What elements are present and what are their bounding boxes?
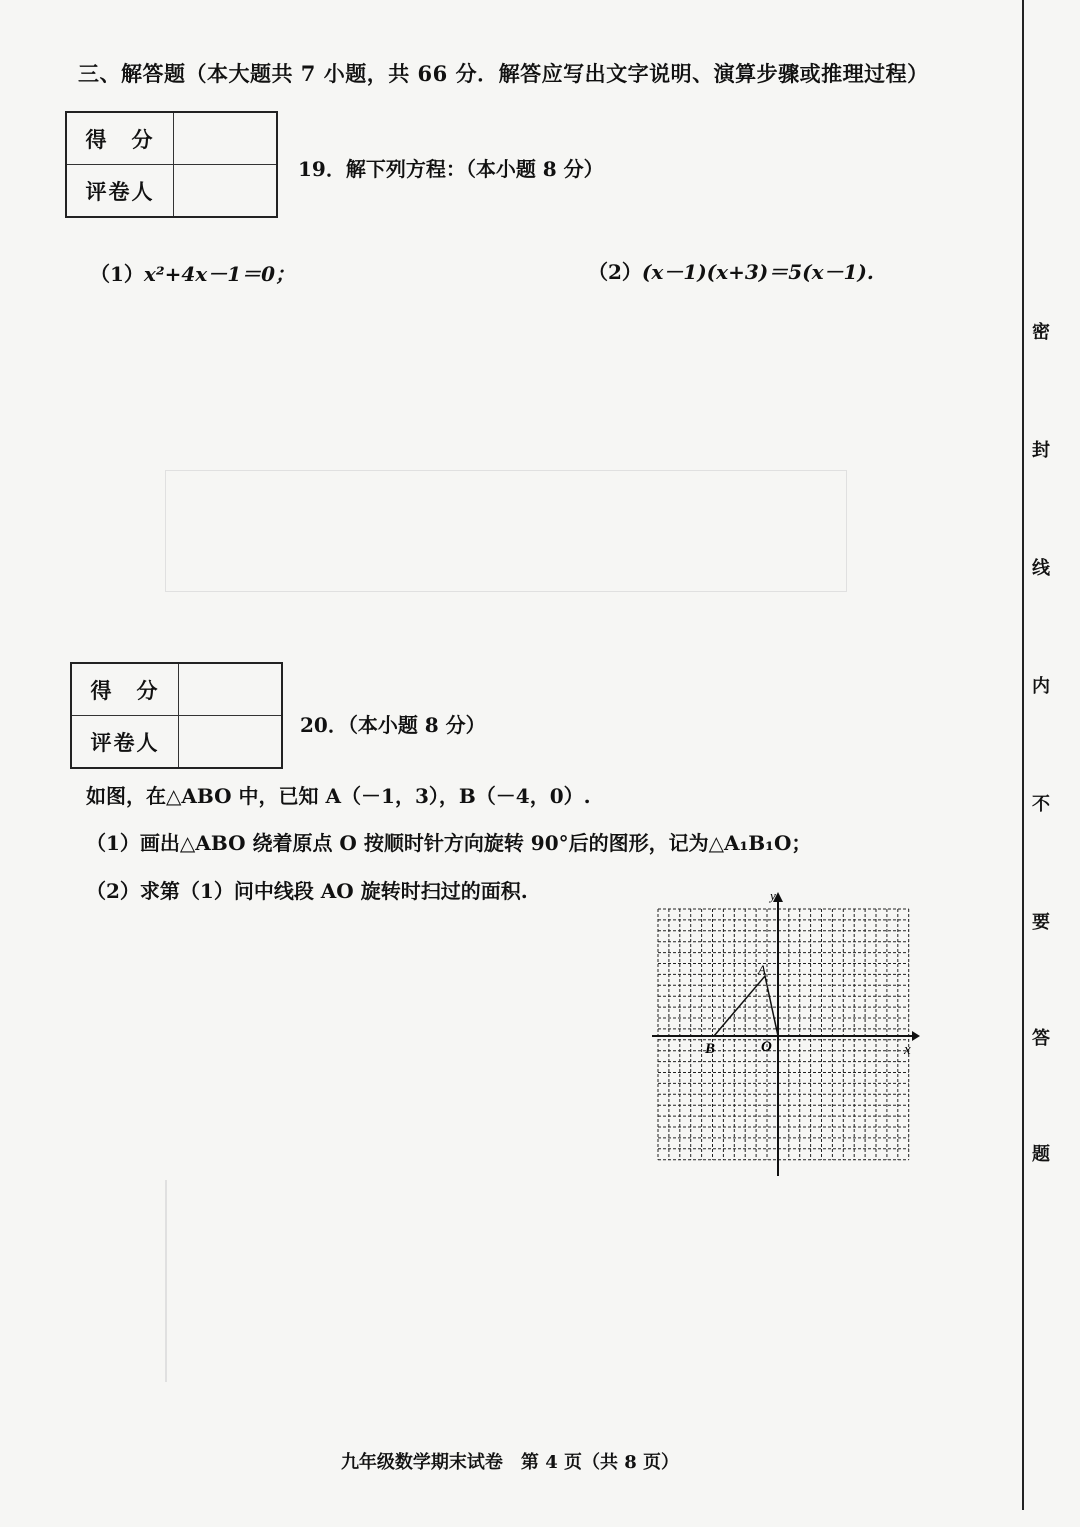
grader-field[interactable] <box>174 165 278 218</box>
coordinate-grid-figure <box>648 888 920 1178</box>
bleed-through-table <box>165 470 847 592</box>
origin-label: O <box>761 1039 772 1055</box>
seal-char-4: 内 <box>1032 676 1050 697</box>
q20-part2: （2）求第（1）问中线段 AO 旋转时扫过的面积. <box>86 879 528 903</box>
x-axis-arrow <box>912 1031 920 1041</box>
page-footer: 九年级数学期末试卷 第 4 页（共 8 页） <box>340 1452 680 1473</box>
grader-label: 评卷人 <box>71 716 179 769</box>
x-axis-label: x <box>904 1042 911 1058</box>
q20-header: 20．（本小题 8 分） <box>300 713 486 737</box>
point-a-label: A <box>758 962 766 977</box>
score-field[interactable] <box>174 112 278 165</box>
q19-part2-equation: (x－1)(x+3)＝5(x－1). <box>641 260 874 284</box>
q19-header: 19．解下列方程：（本小题 8 分） <box>298 157 604 181</box>
score-box-q20 <box>70 662 283 769</box>
seal-char-3: 线 <box>1032 558 1050 579</box>
point-b-label: B <box>705 1041 716 1057</box>
seal-char-8: 题 <box>1032 1144 1050 1165</box>
bleed-through-line <box>165 1180 167 1382</box>
y-axis-label: y <box>770 888 776 903</box>
score-label: 得 分 <box>71 663 179 716</box>
score-field[interactable] <box>179 663 283 716</box>
grader-field[interactable] <box>179 716 283 769</box>
seal-char-1: 密 <box>1032 322 1050 343</box>
seal-margin-line <box>1022 0 1024 1510</box>
section-title: 三、解答题（本大题共 7 小题，共 66 分．解答应写出文字说明、演算步骤或推理过程） <box>78 61 929 86</box>
score-label: 得 分 <box>66 112 174 165</box>
seal-char-6: 要 <box>1032 912 1050 933</box>
seal-char-2: 封 <box>1032 440 1050 461</box>
q19-part1-prefix: （1） <box>90 262 144 286</box>
q20-intro: 如图，在△ABO 中，已知 A（－1，3），B（－4，0）. <box>86 784 591 808</box>
seal-char-5: 不 <box>1032 794 1050 815</box>
seal-char-7: 答 <box>1032 1028 1050 1049</box>
q19-part1-equation: x²+4x－1＝0； <box>143 262 296 286</box>
q19-part2-prefix: （2） <box>588 260 642 284</box>
q19-part2 <box>588 256 874 285</box>
score-box-q19 <box>65 111 278 218</box>
q20-part1: （1）画出△ABO 绕着原点 O 按顺时针方向旋转 90°后的图形，记为△A₁B₁O； <box>86 831 812 855</box>
grader-label: 评卷人 <box>66 165 174 218</box>
axes <box>652 892 920 1176</box>
grid-lines <box>658 909 909 1160</box>
q19-part1 <box>90 258 295 287</box>
